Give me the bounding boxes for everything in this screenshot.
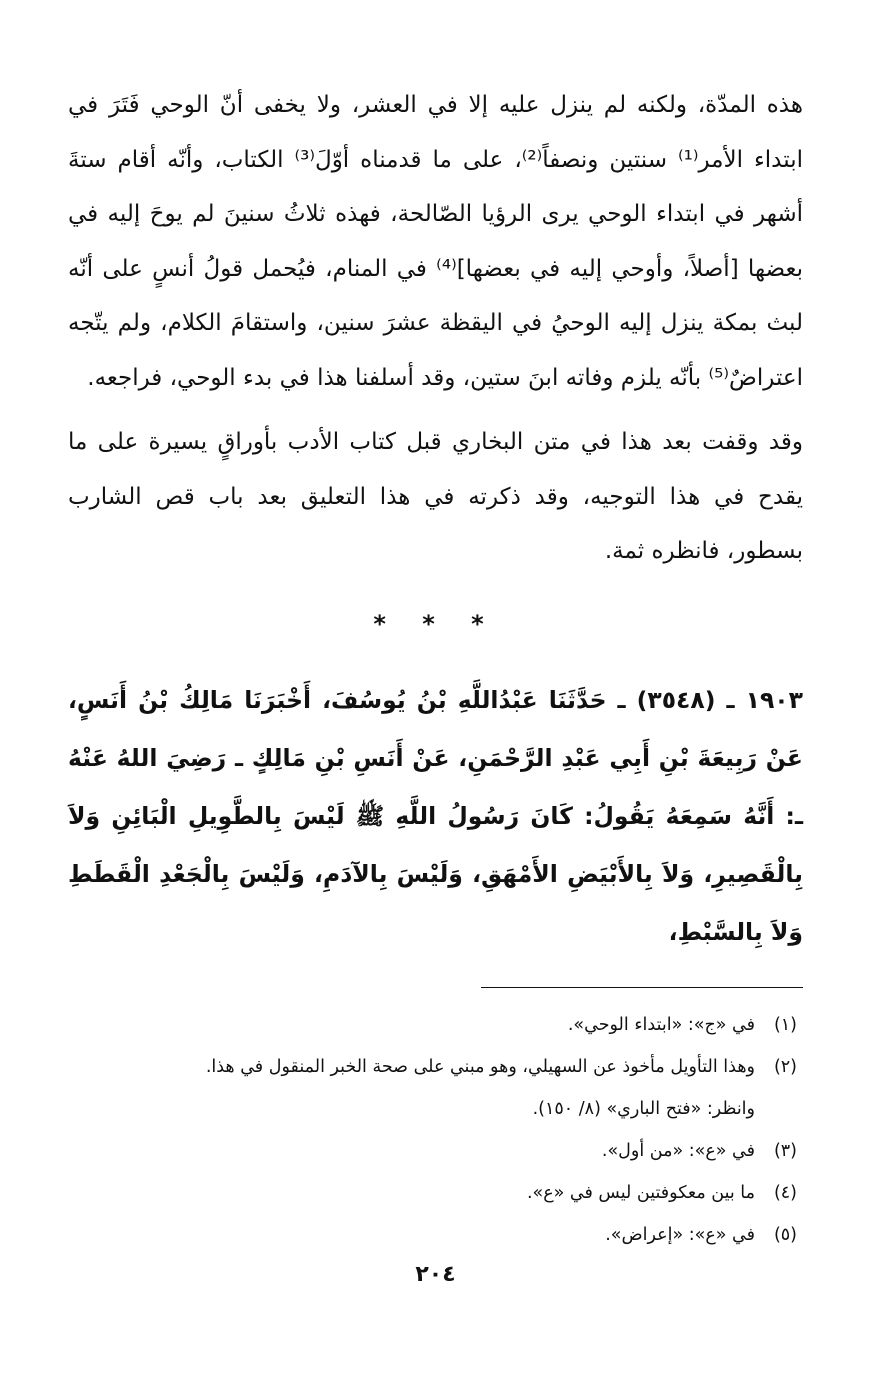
- footnote-divider: [481, 987, 803, 988]
- section-separator: * * *: [373, 609, 498, 638]
- footnote-text: في «ع»: «إعراض».: [605, 1224, 755, 1245]
- commentary-paragraph-1: هذه المدّة، ولكنه لم ينزل عليه إلا في العشر، ولا يخفى أنّ الوحي فَتَرَ في ابتداء الأمر⁽¹⁾ سنتين ونصفاً⁽²⁾، على ما قدمناه أوّلَ⁽³⁾ الكتاب، وأنّه أقام ستةَ أشهر في ابتداء الوحي يرى الرؤيا الصّالحة، فهذه ثلاثُ سنينَ لم يوحَ إليه في بعضها [أصلاً، وأوحي إليه في بعضها]⁽⁴⁾ في المنام، فيُحمل قولُ أنسٍ على أنّه لبث بمكة ينزل إليه الوحيُ في اليقظة عشرَ سنين، واستقامَ الكلام، ولم يتّجه اعتراضٌ⁽⁵⁾ بأنّه يلزم وفاته ابنَ ستين، وقد أسلفنا هذا في بدء الوحي، فراجعه.: [68, 92, 803, 391]
- book-page: [68, 78, 803, 1376]
- footnote-item: [68, 1004, 803, 1046]
- footnote-text: ما بين معكوفتين ليس في «ع».: [526, 1182, 755, 1203]
- footnote-text-block: [68, 1046, 755, 1130]
- footnotes-list: [68, 1004, 803, 1256]
- footnote-number: (١): [773, 1014, 797, 1035]
- hadith-text: ١٩٠٣ ـ (٣٥٤٨) ـ حَدَّثَنَا عَبْدُاللَّهِ بْنُ يُوسُفَ، أَخْبَرَنَا مَالِكُ بْنُ أَنَسٍ، عَنْ رَبِيعَةَ بْنِ أَبِي عَبْدِ الرَّحْمَنِ، عَنْ أَنَسِ بْنِ مَالِكٍ ـ رَضِيَ اللهُ عَنْهُ ـ: أَنَّهُ سَمِعَهُ يَقُولُ: كَانَ رَسُولُ اللَّهِ ﷺ لَيْسَ بِالطَّوِيلِ الْبَائِنِ وَلاَ بِالْقَصِيرِ، وَلاَ بِالأَبْيَضِ الأَمْهَقِ، وَلَيْسَ بِالآدَمِ، وَلَيْسَ بِالْجَعْدِ الْقَطَطِ وَلاَ بِالسَّبْطِ،: [68, 685, 803, 946]
- footnote-item: [68, 1172, 803, 1214]
- footnote-number: (٢): [773, 1056, 797, 1077]
- page-number: ٢٠٤: [415, 1262, 456, 1287]
- footnote-text: في «ع»: «من أول».: [601, 1140, 755, 1161]
- footnote-item: [68, 1130, 803, 1172]
- footnote-number: (٥): [773, 1224, 797, 1245]
- footnote-item: [68, 1046, 803, 1130]
- footnote-item: [68, 1214, 803, 1256]
- footnote-continuation: وانظر: «فتح الباري» (٨/ ١٥٠).: [532, 1098, 755, 1119]
- commentary-paragraph-2: وقد وقفت بعد هذا في متن البخاري قبل كتاب الأدب بأوراقٍ يسيرة على ما يقدح في هذا التوجيه، وقد ذكرته في هذا التعليق بعد باب قص الشارب بسطور، فانظره ثمة.: [68, 429, 803, 564]
- footnote-number: (٣): [773, 1140, 797, 1161]
- footnote-text: في «ج»: «ابتداء الوحي».: [567, 1014, 755, 1035]
- footnote-number: (٤): [773, 1182, 797, 1203]
- footnote-text: وهذا التأويل مأخوذ عن السهيلي، وهو مبني على صحة الخبر المنقول في هذا.: [205, 1056, 755, 1077]
